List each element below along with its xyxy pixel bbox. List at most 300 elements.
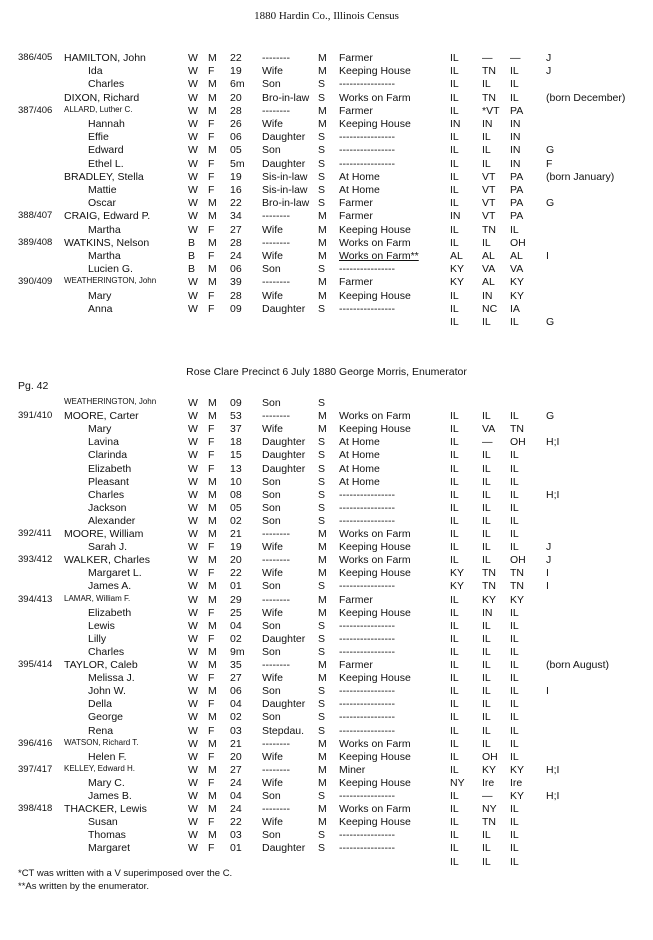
father-birthplace-cell: — [482,790,493,802]
birthplace-cell: IL [450,104,459,117]
race-cell: W [188,554,198,567]
census-row [0,476,653,489]
relation-cell: Son [262,488,281,501]
census-row [0,607,653,620]
person-name: THACKER, Lewis [64,803,147,816]
relation-cell: Son [262,475,281,488]
sex-cell: M [208,52,217,64]
occupation-cell: At Home [339,475,380,488]
age-cell: 06 [230,685,242,698]
marital-cell: M [318,606,327,619]
person-name: Mattie [88,184,117,196]
sex-cell: M [208,580,217,593]
person-name: Charles [88,78,125,91]
race-cell: B [188,250,196,262]
relation-cell: -------- [262,236,290,249]
census-row [0,397,653,410]
race-cell: W [188,91,198,104]
person-name: John W. [88,685,126,698]
note-cell: (born December) [546,91,626,104]
birthplace-cell: IL [450,593,459,606]
race-cell: W [188,763,198,776]
occupation-cell: Farmer [339,210,373,223]
mother-birthplace-cell: IL [510,829,519,842]
race-cell: W [188,724,198,737]
father-birthplace-cell: IL [482,855,491,868]
relation-cell: -------- [262,659,290,671]
person-name: Melissa J. [88,672,135,685]
birthplace-cell: IL [450,632,459,645]
person-name: Mary [88,423,112,436]
person-name: Oscar [88,197,117,210]
marital-cell: S [318,462,326,475]
birthplace-cell: IL [450,685,459,698]
occupation-cell: At Home [339,462,380,475]
mother-birthplace-cell: IL [510,632,519,645]
marital-cell: M [318,210,327,223]
age-cell: 02 [230,514,242,527]
occupation-cell: Farmer [339,52,373,64]
race-cell: W [188,541,198,554]
note-cell: (born January) [546,170,615,183]
occupation-cell: Farmer [339,197,373,210]
note-cell: G [546,144,555,157]
father-birthplace-cell: IL [482,632,491,645]
relation-cell: Son [262,580,281,593]
relation-cell: Bro-in-law [262,91,310,104]
age-cell: 20 [230,750,242,763]
race-cell: W [188,410,198,423]
mother-birthplace-cell: IL [510,855,519,868]
occupation-cell: ---------------- [339,144,395,157]
mother-birthplace-cell: PA [510,197,524,210]
person-name: BRADLEY, Stella [64,170,144,183]
mother-birthplace-cell: TN [510,580,524,593]
age-cell: 19 [230,170,242,183]
relation-cell: Wife [262,541,283,554]
sex-cell: F [208,131,215,144]
father-birthplace-cell: IL [482,514,491,527]
birthplace-cell: IL [450,223,459,236]
race-cell: W [188,567,198,580]
note-cell: I [546,685,549,698]
marital-cell: S [318,91,326,104]
occupation-cell: ---------------- [339,78,395,91]
relation-cell: Son [262,263,281,276]
marital-cell: M [318,423,327,436]
relation-cell: Daughter [262,131,306,144]
note-cell: I [546,250,549,262]
father-birthplace-cell: IL [482,410,491,423]
mother-birthplace-cell: IL [510,475,519,488]
person-name: Della [88,698,112,711]
birthplace-cell: IL [450,711,459,724]
census-row [0,842,653,855]
mother-birthplace-cell: IL [510,685,519,698]
father-birthplace-cell: OH [482,750,498,763]
marital-cell: S [318,302,326,315]
occupation-cell: ---------------- [339,488,395,501]
father-birthplace-cell: IL [482,685,491,698]
marital-cell: S [318,619,326,632]
birthplace-cell: IL [450,855,459,868]
birthplace-cell: IL [450,144,459,157]
sex-cell: F [208,750,215,763]
relation-cell: Wife [262,750,283,763]
census-row [0,224,653,237]
birthplace-cell: IL [450,724,459,737]
race-cell: W [188,184,198,196]
occupation-cell: ---------------- [339,790,395,802]
household-id: 389/408 [18,236,53,248]
marital-cell: M [318,541,327,554]
household-id: 388/407 [18,210,53,222]
race-cell: W [188,698,198,711]
census-row [0,197,653,210]
mother-birthplace-cell: IL [510,501,519,514]
person-name: WALKER, Charles [64,554,150,567]
age-cell: 06 [230,263,242,276]
father-birthplace-cell: IL [482,842,491,855]
father-birthplace-cell: Ire [482,776,495,789]
occupation-cell: At Home [339,170,380,183]
sex-cell: M [208,554,217,567]
person-name: Lavina [88,436,119,449]
marital-cell: S [318,829,326,842]
person-name: Elizabeth [88,606,132,619]
sex-cell: F [208,118,215,130]
father-birthplace-cell: IN [482,289,493,302]
census-row [0,751,653,764]
age-cell: 06 [230,131,242,144]
occupation-cell: Keeping House [339,289,411,302]
relation-cell: Son [262,397,281,409]
birthplace-cell: IL [450,606,459,619]
census-row [0,237,653,250]
age-cell: 04 [230,698,242,711]
sex-cell: M [208,619,217,632]
relation-cell: Son [262,645,281,658]
relation-cell: Bro-in-law [262,197,310,210]
birthplace-cell: IL [450,302,459,315]
person-name: WEATHERINGTON, John [64,276,157,286]
census-row-tail [0,316,653,329]
marital-cell: M [318,803,327,816]
birthplace-cell: IL [450,289,459,302]
birthplace-cell: IL [450,501,459,514]
birthplace-cell: IL [450,816,459,829]
father-birthplace-cell: IL [482,711,491,724]
household-id: 391/410 [18,410,53,422]
occupation-cell: At Home [339,436,380,449]
birthplace-cell: IN [450,118,461,130]
sex-cell: M [208,236,217,249]
relation-cell: Sis-in-law [262,170,308,183]
relation-cell: Daughter [262,436,306,449]
age-cell: 09 [230,397,242,409]
sex-cell: M [208,501,217,514]
census-row [0,567,653,580]
marital-cell: S [318,78,326,91]
census-row [0,646,653,659]
sex-cell: F [208,170,215,183]
race-cell: W [188,197,198,210]
census-row [0,65,653,78]
age-cell: 22 [230,52,242,64]
race-cell: W [188,711,198,724]
mother-birthplace-cell: IL [510,816,519,829]
age-cell: 37 [230,423,242,436]
sex-cell: F [208,672,215,685]
relation-cell: -------- [262,410,290,423]
sex-cell: M [208,475,217,488]
marital-cell: S [318,724,326,737]
relation-cell: Wife [262,606,283,619]
father-birthplace-cell: IL [482,619,491,632]
occupation-cell: ---------------- [339,698,395,711]
person-name: Martha [88,223,121,236]
mother-birthplace-cell: IL [510,78,519,91]
census-row [0,515,653,528]
census-row [0,554,653,567]
person-name: James A. [88,580,132,593]
mother-birthplace-cell: — [510,52,521,64]
marital-cell: M [318,763,327,776]
sex-cell: M [208,514,217,527]
mother-birthplace-cell: IN [510,118,521,130]
sex-cell: M [208,488,217,501]
sex-cell: F [208,606,215,619]
census-row [0,92,653,105]
relation-cell: Wife [262,672,283,685]
race-cell: W [188,157,198,170]
father-birthplace-cell: IL [482,157,491,170]
age-cell: 19 [230,541,242,554]
father-birthplace-cell: IL [482,475,491,488]
occupation-cell: ---------------- [339,724,395,737]
census-row [0,659,653,672]
census-row [0,620,653,633]
race-cell: W [188,118,198,130]
person-name: Jackson [88,501,127,514]
census-row [0,672,653,685]
birthplace-cell: IL [450,462,459,475]
birthplace-cell: IL [450,541,459,554]
sex-cell: F [208,724,215,737]
relation-cell: Daughter [262,449,306,462]
occupation-cell: Works on Farm [339,554,411,567]
census-row [0,423,653,436]
age-cell: 24 [230,776,242,789]
age-cell: 09 [230,302,242,315]
mother-birthplace-cell: IL [510,65,519,78]
note-cell: H;I [546,488,560,501]
mother-birthplace-cell: IL [510,842,519,855]
father-birthplace-cell: IL [482,462,491,475]
census-row [0,528,653,541]
birthplace-cell: IL [450,842,459,855]
birthplace-cell: IL [450,554,459,567]
census-row [0,210,653,223]
note-cell: H;I [546,436,560,449]
person-name: Helen F. [88,750,127,763]
marital-cell: M [318,118,327,130]
birthplace-cell: IL [450,91,459,104]
person-name: WEATHERINGTON, John [64,397,157,406]
household-id: 386/405 [18,52,53,63]
age-cell: 29 [230,593,242,606]
sex-cell: M [208,263,217,276]
footnote-1: *CT was written with a V superimposed over the C. [18,868,233,879]
age-cell: 27 [230,763,242,776]
race-cell: W [188,842,198,855]
sex-cell: F [208,223,215,236]
relation-cell: -------- [262,803,290,816]
marital-cell: S [318,842,326,855]
household-id: 390/409 [18,276,53,288]
occupation-cell: ---------------- [339,302,395,315]
census-row [0,118,653,131]
race-cell: B [188,236,196,249]
age-cell: 28 [230,236,242,249]
race-cell: W [188,144,198,157]
marital-cell: S [318,131,326,144]
relation-cell: Son [262,619,281,632]
marital-cell: S [318,184,326,196]
father-birthplace-cell: VT [482,210,496,223]
mother-birthplace-cell: IL [510,619,519,632]
marital-cell: S [318,580,326,593]
person-name: KELLEY, Edward H. [64,763,136,773]
occupation-cell: Works on Farm [339,236,411,249]
marital-cell: S [318,170,326,183]
mother-birthplace-cell: IL [510,410,519,423]
census-row [0,78,653,91]
occupation-cell: Works on Farm [339,528,411,540]
sex-cell: M [208,659,217,671]
occupation-cell: Works on Farm [339,737,411,750]
occupation-cell: Works on Farm [339,803,411,816]
age-cell: 22 [230,816,242,829]
census-row [0,594,653,607]
marital-cell: S [318,645,326,658]
age-cell: 13 [230,462,242,475]
household-id: 397/417 [18,763,53,775]
race-cell: W [188,223,198,236]
occupation-cell: At Home [339,184,380,196]
marital-cell: M [318,250,327,262]
father-birthplace-cell: IL [482,449,491,462]
person-name: TAYLOR, Caleb [64,659,138,671]
mother-birthplace-cell: PA [510,184,524,196]
relation-cell: Daughter [262,302,306,315]
occupation-cell: Keeping House [339,567,411,580]
person-name: Mary C. [88,776,125,789]
mother-birthplace-cell: IA [510,302,520,315]
sex-cell: M [208,144,217,157]
note-cell: I [546,567,549,580]
mother-birthplace-cell: IL [510,645,519,658]
age-cell: 53 [230,410,242,423]
marital-cell: S [318,475,326,488]
marital-cell: M [318,672,327,685]
sex-cell: F [208,632,215,645]
census-row [0,449,653,462]
census-row [0,711,653,724]
race-cell: W [188,52,198,64]
race-cell: W [188,210,198,223]
race-cell: W [188,803,198,816]
marital-cell: S [318,790,326,802]
sex-cell: M [208,645,217,658]
marital-cell: M [318,737,327,750]
race-cell: W [188,131,198,144]
sex-cell: F [208,302,215,315]
sex-cell: F [208,698,215,711]
mother-birthplace-cell: IL [510,606,519,619]
father-birthplace-cell: VA [482,423,496,436]
person-name: DIXON, Richard [64,91,140,104]
age-cell: 21 [230,737,242,750]
sex-cell: F [208,842,215,855]
household-id: 395/414 [18,659,53,670]
person-name: Ida [88,65,103,78]
sex-cell: M [208,210,217,223]
birthplace-cell: IL [450,65,459,78]
census-row [0,502,653,515]
father-birthplace-cell: IL [482,672,491,685]
occupation-cell: Works on Farm [339,91,411,104]
census-row [0,290,653,303]
household-id: 398/418 [18,803,53,815]
birthplace-cell: IL [450,449,459,462]
household-id: 393/412 [18,554,53,566]
race-cell: W [188,790,198,802]
person-name: Elizabeth [88,462,132,475]
household-id: 387/406 [18,104,53,116]
relation-cell: Son [262,78,281,91]
household-id: 394/413 [18,593,53,605]
mother-birthplace-cell: OH [510,436,526,449]
age-cell: 03 [230,724,242,737]
birthplace-cell: IL [450,790,459,802]
father-birthplace-cell: IL [482,316,491,328]
father-birthplace-cell: IL [482,829,491,842]
birthplace-cell: AL [450,250,463,262]
census-row [0,410,653,423]
age-cell: 05 [230,144,242,157]
race-cell: W [188,632,198,645]
sex-cell: F [208,157,215,170]
census-row [0,489,653,502]
relation-cell: -------- [262,763,290,776]
father-birthplace-cell: IL [482,488,491,501]
census-row [0,105,653,118]
sex-cell: F [208,436,215,449]
mother-birthplace-cell: IN [510,157,521,170]
marital-cell: S [318,501,326,514]
race-cell: W [188,606,198,619]
sex-cell: F [208,289,215,302]
person-name: Sarah J. [88,541,128,554]
person-name: Susan [88,816,118,829]
mother-birthplace-cell: KY [510,763,525,776]
occupation-cell: Keeping House [339,750,411,763]
age-cell: 01 [230,842,242,855]
race-cell: W [188,462,198,475]
occupation-cell: Keeping House [339,541,411,554]
race-cell: W [188,776,198,789]
